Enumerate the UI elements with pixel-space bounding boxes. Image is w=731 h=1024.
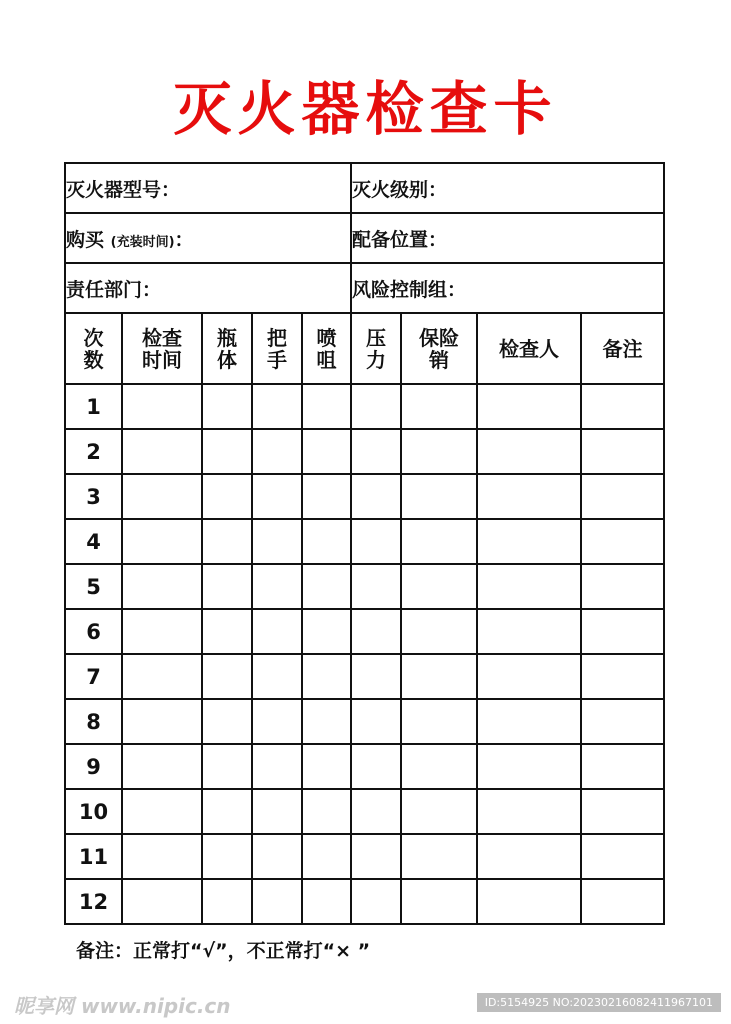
- remarks-cell[interactable]: [581, 834, 664, 879]
- inspector-cell[interactable]: [477, 519, 581, 564]
- inspector-cell[interactable]: [477, 564, 581, 609]
- check-time-cell[interactable]: [122, 609, 202, 654]
- safety-pin-cell[interactable]: [401, 609, 477, 654]
- check-time-cell[interactable]: [122, 834, 202, 879]
- table-row: [65, 564, 664, 609]
- inspector-cell[interactable]: [477, 744, 581, 789]
- handle-cell[interactable]: [252, 789, 302, 834]
- page-title: 灭火器检查卡: [173, 75, 558, 143]
- row-number: 10: [65, 789, 122, 834]
- table-row: [65, 834, 664, 879]
- bottle-cell[interactable]: [202, 519, 252, 564]
- check-time-cell[interactable]: [122, 879, 202, 924]
- handle-cell[interactable]: [252, 519, 302, 564]
- header-safety-pin: 保险 销: [401, 313, 477, 384]
- remarks-cell[interactable]: [581, 744, 664, 789]
- row-number: 2: [65, 429, 122, 474]
- remarks-cell[interactable]: [581, 429, 664, 474]
- remarks-cell[interactable]: [581, 699, 664, 744]
- purchase-label: 购买: [66, 228, 105, 251]
- handle-cell[interactable]: [252, 609, 302, 654]
- nozzle-cell[interactable]: [302, 564, 351, 609]
- inspection-table: [64, 162, 665, 925]
- inspector-cell[interactable]: [477, 789, 581, 834]
- handle-cell[interactable]: [252, 699, 302, 744]
- handle-cell[interactable]: [252, 654, 302, 699]
- pressure-cell[interactable]: [351, 654, 401, 699]
- check-time-cell[interactable]: [122, 654, 202, 699]
- purchase-field[interactable]: [65, 213, 351, 263]
- table-row: [65, 429, 664, 474]
- remarks-cell[interactable]: [581, 609, 664, 654]
- safety-pin-cell[interactable]: [401, 834, 477, 879]
- remarks-cell[interactable]: [581, 384, 664, 429]
- info-row-dept: [65, 263, 664, 313]
- row-number: 11: [65, 834, 122, 879]
- level-field[interactable]: [351, 163, 664, 213]
- bottle-cell[interactable]: [202, 789, 252, 834]
- bottle-cell[interactable]: [202, 564, 252, 609]
- bottle-cell[interactable]: [202, 609, 252, 654]
- column-header-row: [65, 313, 664, 384]
- nozzle-cell[interactable]: [302, 789, 351, 834]
- safety-pin-cell[interactable]: [401, 699, 477, 744]
- model-field[interactable]: [65, 163, 351, 213]
- model-label: 灭火器型号：: [66, 178, 181, 201]
- check-time-cell[interactable]: [122, 699, 202, 744]
- table-row: [65, 519, 664, 564]
- inspector-cell[interactable]: [477, 879, 581, 924]
- nozzle-cell[interactable]: [302, 834, 351, 879]
- level-label: 灭火级别：: [352, 178, 448, 201]
- safety-pin-cell[interactable]: [401, 384, 477, 429]
- inspector-cell[interactable]: [477, 609, 581, 654]
- check-time-cell[interactable]: [122, 519, 202, 564]
- risk-field[interactable]: [351, 263, 664, 313]
- bottle-cell[interactable]: [202, 429, 252, 474]
- bottle-cell[interactable]: [202, 384, 252, 429]
- dept-field[interactable]: [65, 263, 351, 313]
- safety-pin-cell[interactable]: [401, 789, 477, 834]
- pressure-cell[interactable]: [351, 384, 401, 429]
- header-nozzle: 喷 咀: [302, 313, 351, 384]
- bottle-cell[interactable]: [202, 879, 252, 924]
- pressure-cell[interactable]: [351, 564, 401, 609]
- safety-pin-cell[interactable]: [401, 429, 477, 474]
- inspector-cell[interactable]: [477, 834, 581, 879]
- table-row: [65, 789, 664, 834]
- nozzle-cell[interactable]: [302, 699, 351, 744]
- header-count: 次 数: [65, 313, 122, 384]
- purchase-colon: ：: [174, 228, 194, 251]
- check-time-cell[interactable]: [122, 474, 202, 519]
- row-number: 1: [65, 384, 122, 429]
- inspector-cell[interactable]: [477, 429, 581, 474]
- bottle-cell[interactable]: [202, 699, 252, 744]
- safety-pin-cell[interactable]: [401, 744, 477, 789]
- nozzle-cell[interactable]: [302, 384, 351, 429]
- check-time-cell[interactable]: [122, 384, 202, 429]
- watermark-site: 昵享网 www.nipic.cn: [14, 994, 231, 1018]
- table-row: [65, 384, 664, 429]
- check-time-cell[interactable]: [122, 789, 202, 834]
- safety-pin-cell[interactable]: [401, 519, 477, 564]
- row-number: 4: [65, 519, 122, 564]
- header-pressure: 压 力: [351, 313, 401, 384]
- pressure-cell[interactable]: [351, 834, 401, 879]
- inspector-cell[interactable]: [477, 699, 581, 744]
- handle-cell[interactable]: [252, 744, 302, 789]
- table-row: [65, 609, 664, 654]
- pressure-cell[interactable]: [351, 744, 401, 789]
- nozzle-cell[interactable]: [302, 744, 351, 789]
- remark-note: 备注：正常打“√”，不正常打“× ”: [76, 940, 371, 962]
- nozzle-cell[interactable]: [302, 519, 351, 564]
- remarks-cell[interactable]: [581, 564, 664, 609]
- remarks-cell[interactable]: [581, 474, 664, 519]
- row-number: 5: [65, 564, 122, 609]
- pressure-cell[interactable]: [351, 519, 401, 564]
- header-bottle: 瓶 体: [202, 313, 252, 384]
- row-number: 12: [65, 879, 122, 924]
- safety-pin-cell[interactable]: [401, 879, 477, 924]
- header-check-time: 检查 时间: [122, 313, 202, 384]
- safety-pin-cell[interactable]: [401, 474, 477, 519]
- check-time-cell[interactable]: [122, 744, 202, 789]
- remarks-cell[interactable]: [581, 654, 664, 699]
- pressure-cell[interactable]: [351, 789, 401, 834]
- safety-pin-cell[interactable]: [401, 564, 477, 609]
- pressure-cell[interactable]: [351, 879, 401, 924]
- table-row: [65, 474, 664, 519]
- handle-cell[interactable]: [252, 384, 302, 429]
- nozzle-cell[interactable]: [302, 429, 351, 474]
- check-time-cell[interactable]: [122, 429, 202, 474]
- pressure-cell[interactable]: [351, 699, 401, 744]
- handle-cell[interactable]: [252, 474, 302, 519]
- row-number: 6: [65, 609, 122, 654]
- handle-cell[interactable]: [252, 429, 302, 474]
- bottle-cell[interactable]: [202, 834, 252, 879]
- row-number: 9: [65, 744, 122, 789]
- table-row: [65, 744, 664, 789]
- header-handle: 把 手: [252, 313, 302, 384]
- bottle-cell[interactable]: [202, 474, 252, 519]
- dept-label: 责任部门：: [66, 278, 162, 301]
- nozzle-cell[interactable]: [302, 474, 351, 519]
- info-row-purchase: [65, 213, 664, 263]
- inspector-cell[interactable]: [477, 654, 581, 699]
- table-row: [65, 699, 664, 744]
- table-row: [65, 654, 664, 699]
- safety-pin-cell[interactable]: [401, 654, 477, 699]
- header-remarks: 备注: [581, 313, 664, 384]
- remarks-cell[interactable]: [581, 879, 664, 924]
- handle-cell[interactable]: [252, 879, 302, 924]
- header-inspector: 检查人: [477, 313, 581, 384]
- bottle-cell[interactable]: [202, 744, 252, 789]
- purchase-sub-label: (充装时间): [110, 234, 175, 250]
- pressure-cell[interactable]: [351, 474, 401, 519]
- location-field[interactable]: [351, 213, 664, 263]
- risk-label: 风险控制组：: [352, 278, 467, 301]
- handle-cell[interactable]: [252, 564, 302, 609]
- nozzle-cell[interactable]: [302, 654, 351, 699]
- pressure-cell[interactable]: [351, 609, 401, 654]
- inspector-cell[interactable]: [477, 384, 581, 429]
- location-label: 配备位置：: [352, 228, 448, 251]
- inspector-cell[interactable]: [477, 474, 581, 519]
- row-number: 3: [65, 474, 122, 519]
- bottle-cell[interactable]: [202, 654, 252, 699]
- pressure-cell[interactable]: [351, 429, 401, 474]
- nozzle-cell[interactable]: [302, 609, 351, 654]
- nozzle-cell[interactable]: [302, 879, 351, 924]
- table-row: [65, 879, 664, 924]
- row-number: 7: [65, 654, 122, 699]
- info-row-model: [65, 163, 664, 213]
- row-number: 8: [65, 699, 122, 744]
- remarks-cell[interactable]: [581, 789, 664, 834]
- check-time-cell[interactable]: [122, 564, 202, 609]
- handle-cell[interactable]: [252, 834, 302, 879]
- watermark-id: ID:5154925 NO:20230216082411967101: [477, 993, 721, 1012]
- remarks-cell[interactable]: [581, 519, 664, 564]
